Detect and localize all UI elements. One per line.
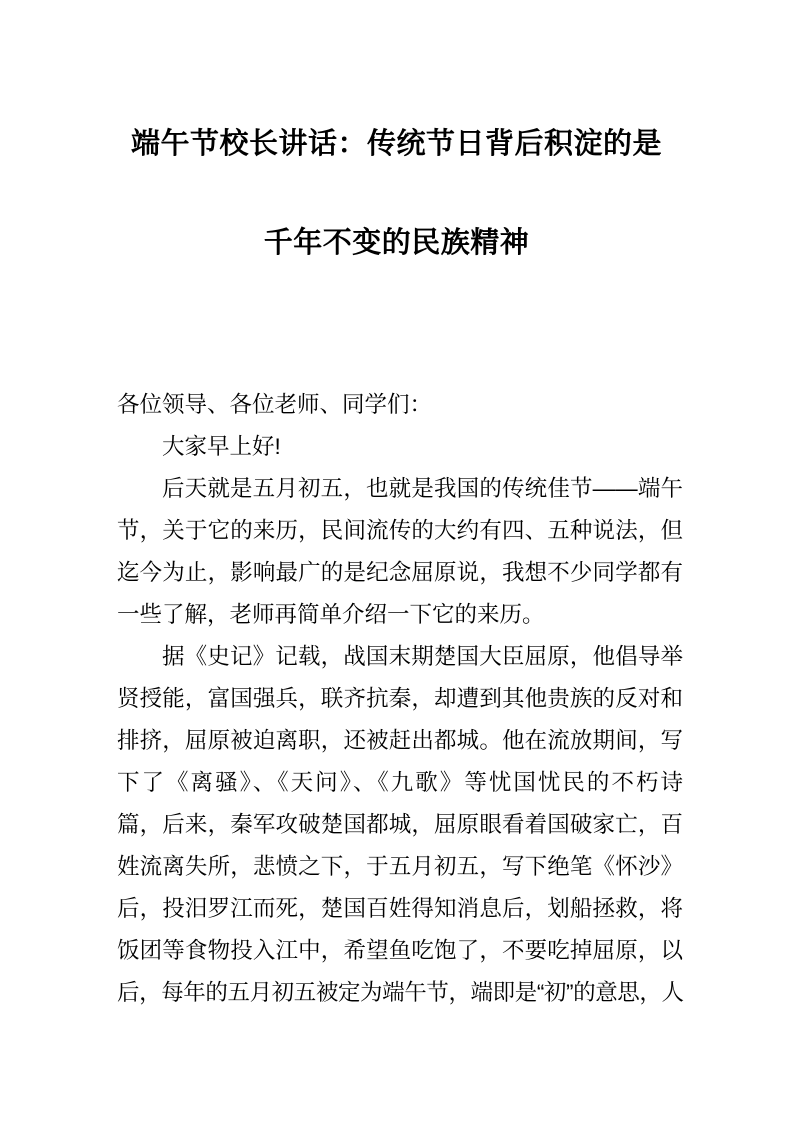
text-line: 姓流离失所，悲愤之下，于五月初五，写下绝笔《怀沙》 <box>117 854 683 879</box>
text-line: 迄今为止，影响最广的是纪念屈原说，我想不少同学都有 <box>117 560 683 585</box>
text-line: 各位领导、各位老师、同学们： <box>117 392 433 417</box>
text-line: 后，每年的五月初五被定为端午节，端即是“初”的意思，人 <box>117 980 683 1005</box>
text-line: 后，投汨罗江而死，楚国百姓得知消息后，划船拯救，将 <box>117 896 683 921</box>
text-line: 下了《离骚》、《天问》、《九歌》等忧国忧民的不朽诗 <box>117 770 683 795</box>
text-line: 节，关于它的来历，民间流传的大约有四、五种说法，但 <box>117 518 683 543</box>
text-line: 后天就是五月初五，也就是我国的传统佳节——端午 <box>162 476 683 501</box>
text-line: 饭团等食物投入江中，希望鱼吃饱了，不要吃掉屈原，以 <box>117 938 683 963</box>
document-title-line-2: 千年不变的民族精神 <box>263 227 530 259</box>
text-line: 篇，后来，秦军攻破楚国都城，屈原眼看着国破家亡，百 <box>117 812 683 837</box>
text-line: 大家早上好! <box>162 434 281 459</box>
document-title-line-1: 端午节校长讲话：传统节日背后积淀的是 <box>130 128 662 160</box>
document-body <box>117 384 683 1014</box>
text-line: 排挤，屈原被迫离职，还被赶出都城。他在流放期间，写 <box>117 728 683 753</box>
text-line: 据《史记》记载，战国末期楚国大臣屈原，他倡导举 <box>162 644 683 669</box>
text-line: 贤授能，富国强兵，联齐抗秦，却遭到其他贵族的反对和 <box>117 686 683 711</box>
text-line: 一些了解，老师再简单介绍一下它的来历。 <box>117 602 545 627</box>
